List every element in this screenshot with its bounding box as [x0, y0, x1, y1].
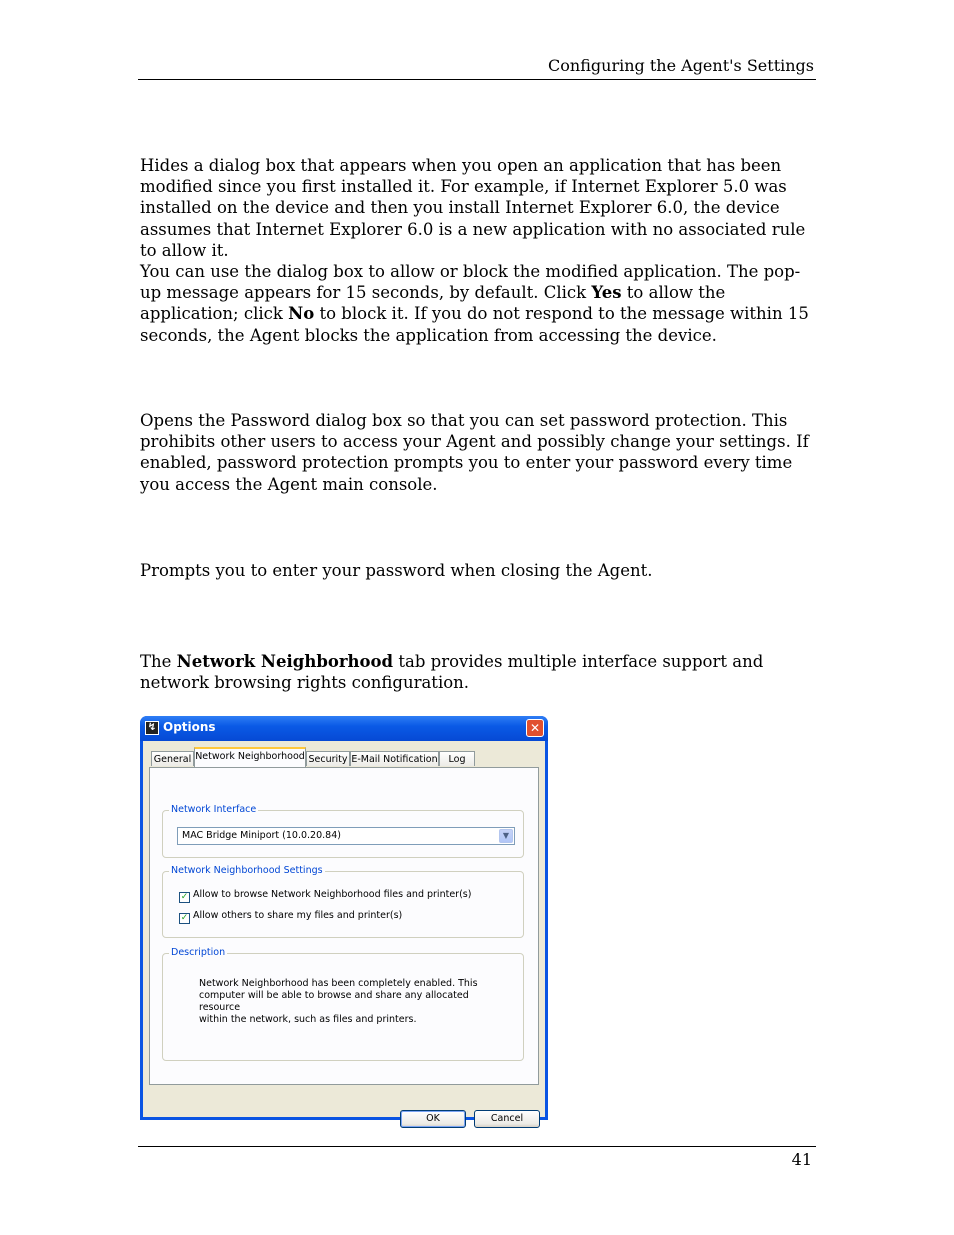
text-span: You can use the dialog box to allow or block the modified application. The pop-up message appears for 15 seconds, by default. Click — [140, 262, 801, 303]
bold-yes: Yes — [591, 283, 622, 303]
checkbox-checked-icon[interactable]: ✓ — [180, 892, 189, 902]
bold-network-neighborhood: Network Neighborhood — [176, 652, 394, 671]
tab-general[interactable]: General — [151, 751, 194, 766]
page-number: 41 — [791, 1150, 812, 1169]
dialog-titlebar — [140, 716, 548, 741]
description-line: computer will be able to browse and share any allocated resource — [199, 990, 469, 1013]
text-span: to allow the application; click — [140, 283, 726, 324]
cancel-button[interactable]: Cancel — [474, 1110, 540, 1128]
paragraph-password: Opens the Password dialog box so that you can set password protection. This prohibits other users to access your Agent and possibly change your settings. If enabled, password protection prompts you to enter your password every time you access the Agent main console. — [140, 411, 809, 494]
tab-log[interactable]: Log — [439, 751, 475, 766]
share-files-checkbox-row[interactable] — [179, 910, 402, 924]
network-interface-value: MAC Bridge Miniport (10.0.20.84) — [182, 830, 341, 841]
close-icon[interactable]: ✕ — [526, 719, 544, 737]
tab-security[interactable]: Security — [306, 751, 350, 766]
description-label: Description — [171, 947, 226, 958]
paragraph-dialog-usage — [140, 261, 820, 346]
text-span: to block it. If you do not respond to the message within 15 seconds, the Agent blocks the application from accessing the device. — [140, 304, 809, 345]
text-span: The — [140, 652, 177, 671]
dialog-title: Options — [163, 720, 216, 734]
network-interface-select[interactable] — [177, 827, 515, 845]
options-dialog — [140, 716, 548, 1124]
checkbox-label: Allow to browse Network Neighborhood files and printer(s) — [193, 889, 472, 900]
bold-no: No — [288, 304, 315, 324]
network-interface-group — [162, 804, 524, 858]
network-settings-group — [162, 865, 524, 938]
header-rule — [138, 79, 816, 80]
network-settings-label: Network Neighborhood Settings — [171, 865, 323, 876]
running-header: Configuring the Agent's Settings — [548, 56, 814, 75]
chevron-down-icon[interactable]: ▼ — [499, 829, 513, 843]
paragraph-closing-password: Prompts you to enter your password when closing the Agent. — [140, 561, 653, 580]
app-icon: ↯ — [145, 721, 159, 735]
tab-email-notification[interactable]: E-Mail Notification — [350, 751, 439, 766]
paragraph-modified-app: Hides a dialog box that appears when you open an application that has been modified since you first installed it. For example, if Internet Explorer 5.0 was installed on the device and then you install Internet Explorer 6.0, the device assumes that Internet Explorer 6.0 is a new application with no associated rule to allow it. — [140, 156, 806, 260]
checkbox-checked-icon[interactable]: ✓ — [180, 913, 189, 923]
checkbox-label: Allow others to share my files and printer(s) — [193, 910, 403, 921]
description-line: within the network, such as files and printers. — [199, 1014, 417, 1025]
text-span: tab provides multiple interface support and network browsing rights configuration. — [140, 652, 764, 693]
browse-files-checkbox-row[interactable] — [179, 889, 471, 903]
footer-rule — [138, 1146, 816, 1147]
tab-panel — [149, 767, 539, 1085]
tab-network-neighborhood[interactable]: Network Neighborhood — [194, 747, 306, 767]
description-text — [199, 978, 499, 1026]
ok-button[interactable]: OK — [400, 1110, 466, 1128]
dialog-client — [143, 741, 545, 1124]
paragraph-network-neighborhood — [140, 651, 820, 693]
description-line: Network Neighborhood has been completely enabled. This — [199, 978, 478, 989]
network-interface-label: Network Interface — [171, 804, 257, 815]
description-group — [162, 947, 524, 1061]
